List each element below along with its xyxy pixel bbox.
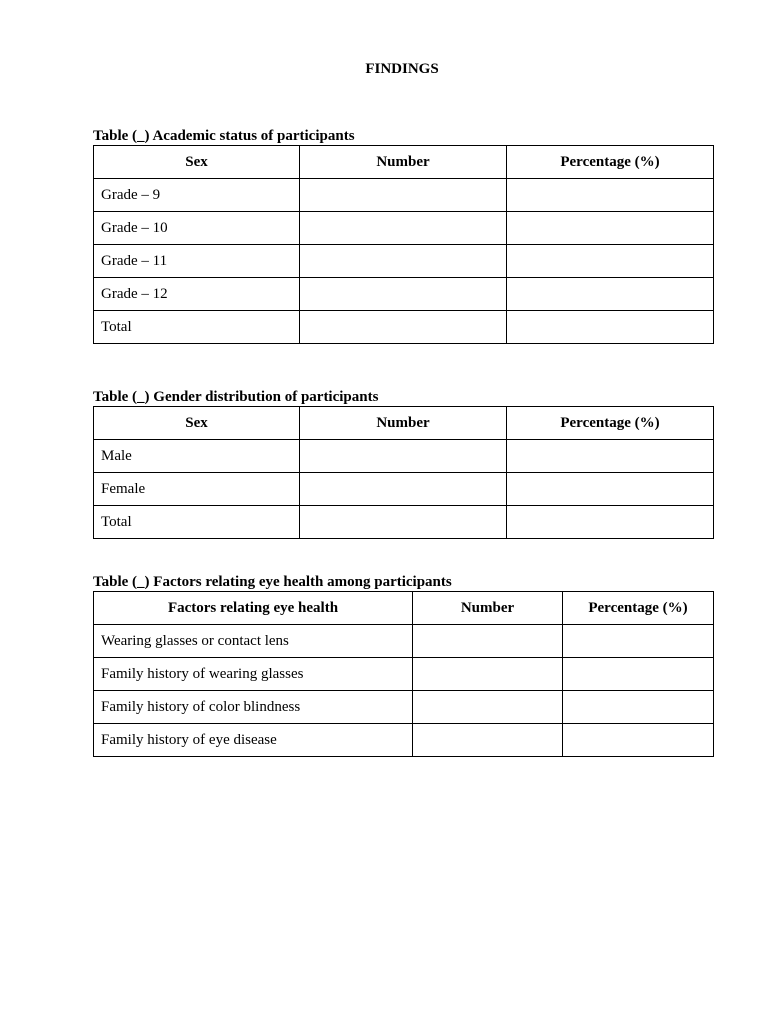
number-cell xyxy=(300,473,507,506)
percentage-cell xyxy=(563,625,714,658)
percentage-cell xyxy=(507,473,714,506)
column-header-number: Number xyxy=(300,407,507,440)
percentage-cell xyxy=(563,691,714,724)
row-label: Family history of wearing glasses xyxy=(94,658,413,691)
column-header-percentage: Percentage (%) xyxy=(507,407,714,440)
row-label: Grade – 10 xyxy=(94,212,300,245)
row-label: Grade – 12 xyxy=(94,278,300,311)
table-row xyxy=(94,440,714,473)
table-caption: Table (_) Academic status of participants xyxy=(93,128,355,144)
number-cell xyxy=(413,658,563,691)
row-label: Family history of eye disease xyxy=(94,724,413,757)
row-label: Total xyxy=(94,311,300,344)
percentage-cell xyxy=(563,658,714,691)
table-caption: Table (_) Factors relating eye health among participants xyxy=(93,574,452,590)
table-row xyxy=(94,311,714,344)
column-header-percentage: Percentage (%) xyxy=(563,592,714,625)
table-row xyxy=(94,691,714,724)
number-cell xyxy=(300,278,507,311)
row-label: Wearing glasses or contact lens xyxy=(94,625,413,658)
number-cell xyxy=(300,440,507,473)
table-row xyxy=(94,245,714,278)
column-header-sex: Sex xyxy=(94,146,300,179)
percentage-cell xyxy=(507,311,714,344)
table-header-row xyxy=(94,407,714,440)
table-row xyxy=(94,278,714,311)
percentage-cell xyxy=(507,506,714,539)
gender-distribution-table xyxy=(93,406,714,539)
number-cell xyxy=(413,724,563,757)
column-header-percentage: Percentage (%) xyxy=(507,146,714,179)
academic-status-table xyxy=(93,145,714,344)
number-cell xyxy=(300,212,507,245)
table-header-row xyxy=(94,592,714,625)
percentage-cell xyxy=(507,278,714,311)
row-label: Grade – 11 xyxy=(94,245,300,278)
table-header-row xyxy=(94,146,714,179)
percentage-cell xyxy=(563,724,714,757)
table-row xyxy=(94,658,714,691)
table-row xyxy=(94,179,714,212)
page-title: FINDINGS xyxy=(365,61,439,77)
percentage-cell xyxy=(507,212,714,245)
column-header-number: Number xyxy=(413,592,563,625)
table-row xyxy=(94,506,714,539)
table-row xyxy=(94,212,714,245)
table-row xyxy=(94,724,714,757)
table-row xyxy=(94,625,714,658)
percentage-cell xyxy=(507,179,714,212)
number-cell xyxy=(413,691,563,724)
number-cell xyxy=(300,245,507,278)
row-label: Grade – 9 xyxy=(94,179,300,212)
row-label: Total xyxy=(94,506,300,539)
academic-status-table-block xyxy=(93,128,713,344)
eye-health-factors-table-block xyxy=(93,574,713,757)
column-header-factors: Factors relating eye health xyxy=(94,592,413,625)
gender-distribution-table-block xyxy=(93,389,713,539)
number-cell xyxy=(300,506,507,539)
row-label: Family history of color blindness xyxy=(94,691,413,724)
column-header-number: Number xyxy=(300,146,507,179)
eye-health-factors-table xyxy=(93,591,714,757)
row-label: Male xyxy=(94,440,300,473)
percentage-cell xyxy=(507,245,714,278)
row-label: Female xyxy=(94,473,300,506)
number-cell xyxy=(413,625,563,658)
table-caption: Table (_) Gender distribution of participants xyxy=(93,389,379,405)
table-row xyxy=(94,473,714,506)
number-cell xyxy=(300,311,507,344)
percentage-cell xyxy=(507,440,714,473)
number-cell xyxy=(300,179,507,212)
column-header-sex: Sex xyxy=(94,407,300,440)
